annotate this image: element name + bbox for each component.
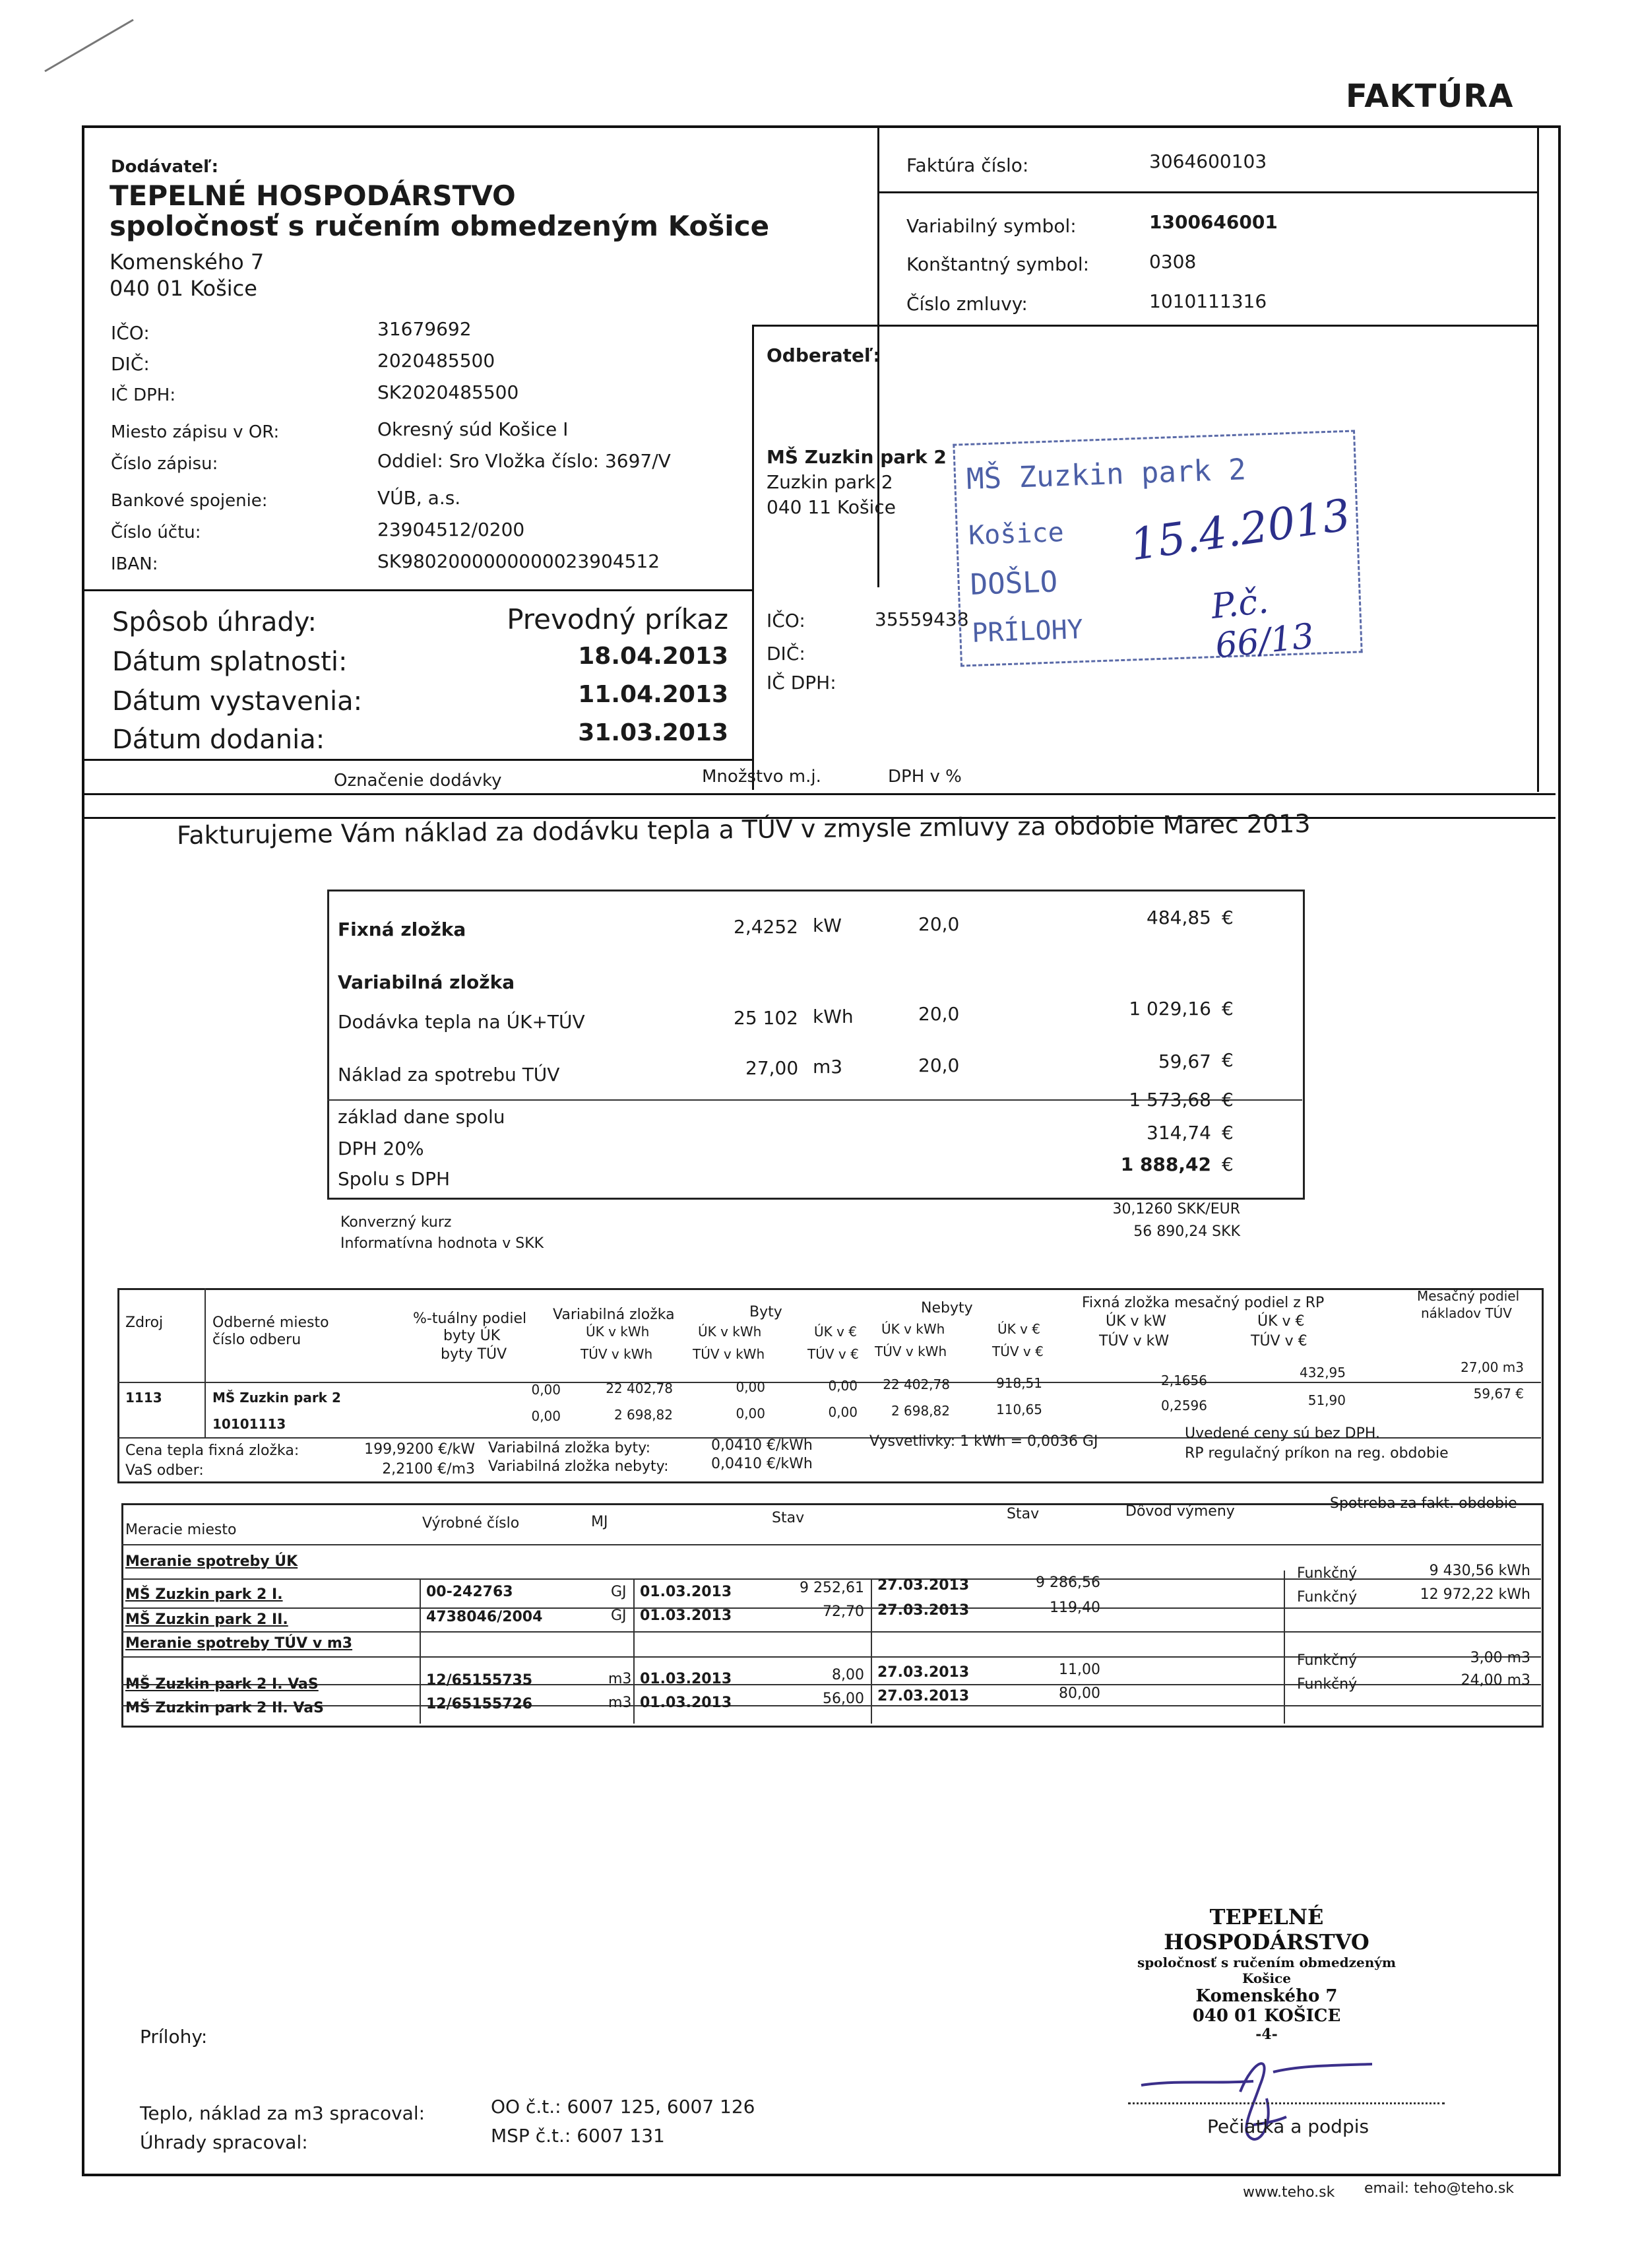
- email: email: teho@teho.sk: [1364, 2180, 1515, 2197]
- meter-row-date-end: 27.03.2013: [877, 1577, 970, 1594]
- meter-row-state-end: 9 286,56: [1036, 1574, 1100, 1591]
- payment-method-label: Spôsob úhrady:: [112, 607, 317, 637]
- meter-row-place: MŠ Zuzkin park 2 I. VaS: [125, 1676, 319, 1693]
- dist-header-source: Zdroj: [125, 1314, 164, 1331]
- currency-symbol: €: [1222, 1089, 1234, 1111]
- document-title: FAKTÚRA: [1346, 78, 1514, 115]
- variable-heading: Variabilná zložka: [338, 971, 515, 993]
- vas-label: VaS odber:: [125, 1462, 204, 1479]
- supplier-field-label: IBAN:: [111, 554, 158, 574]
- price-fixed-label: Cena tepla fixná zložka:: [125, 1442, 299, 1459]
- supplier-street: Komenského 7: [110, 249, 265, 275]
- dist-header-nonflats-eur-uk: ÚK v €: [997, 1321, 1041, 1337]
- supplier-field-label: Číslo zápisu:: [111, 454, 218, 474]
- meter-header-reason: Dôvod výmeny: [1125, 1503, 1235, 1520]
- customer-name: MŠ Zuzkin park 2: [767, 446, 947, 468]
- stamp-handwritten-ref: P.č. 66/13: [1209, 581, 1316, 666]
- meter-row-serial: 00-242763: [426, 1584, 513, 1600]
- meter-row-place: MŠ Zuzkin park 2 II.: [125, 1611, 288, 1628]
- heat-item-amount: 1 029,16: [1129, 998, 1211, 1020]
- meter-header-place: Meracie miesto: [125, 1522, 237, 1538]
- invoice-number-label: Faktúra číslo:: [906, 154, 1029, 176]
- dist-cell: 27,00 m3: [1461, 1359, 1524, 1375]
- signature-line: [1128, 2102, 1445, 2104]
- dist-header-nonflats-kwh-tuv: TÚV v kWh: [875, 1344, 947, 1359]
- supplier-account: 23904512/0200: [377, 519, 525, 540]
- dist-header-fixed-eur-uk: ÚK v €: [1257, 1313, 1305, 1330]
- dist-header-monthly: Mesačný podiel: [1417, 1288, 1520, 1304]
- meter-row-date-start: 01.03.2013: [640, 1695, 732, 1711]
- dist-header-flats-kwh-tuv: TÚV v kWh: [693, 1346, 765, 1362]
- invoice-number: 3064600103: [1149, 150, 1267, 172]
- tuv-item-unit: m3: [813, 1056, 843, 1078]
- customer-icdph-label: IČ DPH:: [767, 672, 836, 694]
- tuv-item-qty: 27,00: [745, 1057, 799, 1079]
- dist-cell: 2,1656: [1161, 1373, 1207, 1388]
- var-flats-label: Variabilná zložka byty:: [488, 1440, 651, 1456]
- stamp-line: MŠ Zuzkin park 2: [966, 453, 1247, 497]
- customer-street: Zuzkin park 2: [767, 471, 893, 493]
- dist-cell: 110,65: [996, 1402, 1042, 1417]
- meter-row-consumption: 12 972,22 kWh: [1420, 1586, 1530, 1603]
- dist-header-flats-kwh-uk: ÚK v kWh: [698, 1324, 762, 1340]
- vas-price: 2,2100 €/m3: [382, 1461, 475, 1477]
- dist-cell: 0,00: [531, 1382, 561, 1398]
- dist-header-flats: Byty: [749, 1304, 782, 1320]
- dist-cell: 0,2596: [1161, 1398, 1207, 1413]
- meter-header-serial: Výrobné číslo: [422, 1515, 520, 1532]
- currency-symbol: €: [1222, 1122, 1234, 1144]
- delivery-date-label: Dátum dodania:: [112, 725, 325, 755]
- invoice-intro: Fakturujeme Vám náklad za dodávku tepla a TÚV v zmysle zmluvy za obdobie Marec 2013: [176, 809, 1311, 850]
- var-flats-price: 0,0410 €/kWh: [711, 1437, 813, 1454]
- payments-processed-label: Úhrady spracoval:: [140, 2131, 308, 2153]
- conversion-skk-value: 56 890,24 SKK: [1133, 1223, 1240, 1240]
- col-header-quantity: Množstvo m.j.: [702, 767, 821, 787]
- dist-cell: 0,00: [736, 1406, 765, 1421]
- tuv-item-amount: 59,67: [1158, 1051, 1211, 1072]
- dist-header-nonflats-eur-tuv: TÚV v €: [992, 1344, 1044, 1359]
- issue-date-label: Dátum vystavenia:: [112, 686, 363, 717]
- vat-amount: 314,74: [1147, 1122, 1211, 1144]
- meter-row-consumption: 3,00 m3: [1470, 1650, 1530, 1666]
- dist-place-no: 10101113: [212, 1416, 286, 1432]
- supplier-bank: VÚB, a.s.: [377, 487, 461, 509]
- seal-line: spoločnosť s ručením obmedzeným Košice: [1137, 1955, 1397, 1986]
- meter-header-state-end: Stav: [1007, 1506, 1040, 1522]
- dist-header-fixed-kw-uk: ÚK v kW: [1106, 1313, 1167, 1330]
- supplier-heading: Dodávateľ:: [111, 157, 219, 177]
- meter-row-consumption: 9 430,56 kWh: [1429, 1563, 1530, 1579]
- dist-header-place: Odberné miesto: [212, 1314, 329, 1331]
- supplier-field-label: Číslo účtu:: [111, 523, 201, 542]
- dist-header-var-tuv: TÚV v kWh: [581, 1346, 653, 1362]
- vat-label: DPH 20%: [338, 1138, 424, 1159]
- issue-date: 11.04.2013: [578, 681, 728, 708]
- seal-line: Komenského 7: [1195, 1986, 1338, 2006]
- heat-item-label: Dodávka tepla na ÚK+TÚV: [338, 1011, 585, 1033]
- supplier-name-line2: spoločnosť s ručením obmedzeným Košice: [110, 210, 770, 242]
- payment-method: Prevodný príkaz: [507, 603, 728, 635]
- supplier-field-label: DIČ:: [111, 353, 150, 375]
- customer-ico: 35559438: [875, 608, 969, 630]
- dist-header-monthly-tuv: nákladov TÚV: [1421, 1305, 1512, 1321]
- meter-row-state-start: 9 252,61: [800, 1580, 864, 1596]
- meter-row-place: MŠ Zuzkin park 2 II. VaS: [125, 1700, 324, 1716]
- supplier-icdph: SK2020485500: [377, 381, 519, 403]
- due-date-label: Dátum splatnosti:: [112, 647, 348, 677]
- website: www.teho.sk: [1243, 2184, 1335, 2201]
- company-seal: [1121, 1904, 1412, 2043]
- meter-section-heating: Meranie spotreby ÚK: [125, 1553, 298, 1570]
- dist-header-fixed: Fixná zložka mesačný podiel z RP: [1082, 1295, 1325, 1311]
- heat-processed-value: OO č.t.: 6007 125, 6007 126: [491, 2096, 755, 2118]
- dist-cell: 432,95: [1300, 1365, 1346, 1380]
- meter-row-consumption: 24,00 m3: [1461, 1672, 1530, 1689]
- stamp-line: DOŠLO: [969, 565, 1059, 602]
- dist-header-share: %-tuálny podiel: [413, 1311, 527, 1327]
- var-nonflats-label: Variabilná zložka nebyty:: [488, 1458, 669, 1475]
- pen-stroke: [40, 13, 139, 79]
- total-amount: 1 888,42: [1120, 1153, 1211, 1175]
- dist-cell: 2 698,82: [891, 1403, 950, 1419]
- supplier-register-no: Oddiel: Sro Vložka číslo: 3697/V: [377, 450, 671, 472]
- meter-row-serial: 4738046/2004: [426, 1609, 543, 1625]
- dist-cell: 0,00: [828, 1378, 858, 1394]
- dist-place: MŠ Zuzkin park 2: [212, 1390, 341, 1406]
- meter-section-hot-water: Meranie spotreby TÚV v m3: [125, 1635, 353, 1652]
- supplier-register: Okresný súd Košice I: [377, 418, 569, 440]
- dist-header-nonflats-kwh-uk: ÚK v kWh: [881, 1321, 945, 1337]
- meter-row-state-start: 72,70: [823, 1604, 864, 1620]
- supplier-field-label: IČ DPH:: [111, 385, 176, 405]
- variable-symbol-label: Variabilný symbol:: [906, 215, 1077, 237]
- fixed-item-amount: 484,85: [1147, 907, 1211, 928]
- heat-item-vat: 20,0: [918, 1003, 960, 1025]
- col-header-item: Označenie dodávky: [334, 771, 502, 791]
- fixed-item-unit: kW: [813, 915, 842, 936]
- meter-row-state-end: 119,40: [1050, 1600, 1100, 1616]
- price-fixed: 199,9200 €/kW: [364, 1441, 475, 1458]
- price-note: Uvedené ceny sú bez DPH.: [1185, 1425, 1381, 1442]
- supplier-field-label: IČO:: [111, 322, 150, 344]
- stamp-line: PRÍLOHY: [971, 614, 1084, 649]
- customer-heading: Odberateľ:: [767, 344, 881, 366]
- meter-row-date-start: 01.03.2013: [640, 1607, 732, 1624]
- total-label: Spolu s DPH: [338, 1168, 451, 1190]
- meter-row-unit: GJ: [611, 1607, 627, 1624]
- delivery-date: 31.03.2013: [578, 719, 728, 746]
- currency-symbol: €: [1222, 907, 1234, 928]
- seal-line: TEPELNÉ HOSPODÁRSTVO: [1164, 1904, 1369, 1955]
- supplier-dic: 2020485500: [377, 350, 495, 372]
- customer-city: 040 11 Košice: [767, 496, 896, 518]
- meter-row-date-end: 27.03.2013: [877, 1664, 970, 1681]
- dist-header-var-uk: ÚK v kWh: [586, 1324, 650, 1340]
- heat-item-unit: kWh: [813, 1006, 854, 1027]
- conversion-rate-label: Konverzný kurz: [340, 1214, 452, 1231]
- contract-number: 1010111316: [1149, 290, 1267, 312]
- meter-row-reason: Funkčný: [1297, 1565, 1358, 1582]
- dist-source: 1113: [125, 1390, 162, 1406]
- meter-row-state-start: 8,00: [832, 1667, 864, 1683]
- meter-row-reason: Funkčný: [1297, 1652, 1358, 1669]
- meter-header-unit: MJ: [591, 1514, 608, 1530]
- dist-header-place-no: číslo odberu: [212, 1332, 301, 1348]
- meter-row-serial: 12/65155726: [426, 1696, 533, 1712]
- supplier-name: TEPELNÉ HOSPODÁRSTVO: [110, 179, 516, 212]
- var-nonflats-price: 0,0410 €/kWh: [711, 1456, 813, 1472]
- seal-signature-label: Pečiatka a podpis: [1207, 2116, 1369, 2137]
- constant-symbol: 0308: [1149, 251, 1197, 273]
- explanation: Vysvetlivky: 1 kWh = 0,0036 GJ: [869, 1433, 1098, 1450]
- tuv-item-vat: 20,0: [918, 1054, 960, 1076]
- variable-symbol: 1300646001: [1149, 211, 1278, 233]
- dist-header-fixed-kw-tuv: TÚV v kW: [1099, 1333, 1170, 1349]
- customer-dic-label: DIČ:: [767, 643, 805, 664]
- dist-cell: 51,90: [1307, 1392, 1346, 1408]
- tax-base-amount: 1 573,68: [1129, 1089, 1211, 1111]
- meter-row-date-end: 27.03.2013: [877, 1688, 970, 1704]
- seal-line: 040 01 KOŠICE: [1192, 2006, 1341, 2026]
- meter-row-date-end: 27.03.2013: [877, 1602, 970, 1619]
- meter-row-date-start: 01.03.2013: [640, 1671, 732, 1687]
- fixed-item-label: Fixná zložka: [338, 919, 466, 940]
- dist-cell: 22 402,78: [606, 1380, 673, 1396]
- dist-cell: 22 402,78: [883, 1377, 950, 1392]
- heat-processed-label: Teplo, náklad za m3 spracoval:: [140, 2102, 425, 2124]
- meter-row-unit: GJ: [611, 1584, 627, 1600]
- due-date: 18.04.2013: [578, 643, 728, 670]
- currency-symbol: €: [1222, 1049, 1234, 1071]
- dist-header-share-tuv: byty TÚV: [441, 1346, 507, 1363]
- meter-row-serial: 12/65155735: [426, 1672, 533, 1689]
- meter-row-reason: Funkčný: [1297, 1676, 1358, 1693]
- supplier-ico: 31679692: [377, 318, 472, 340]
- meter-header-consumption: Spotreba za fakt. obdobie: [1330, 1495, 1517, 1512]
- meter-row-date-start: 01.03.2013: [640, 1584, 732, 1600]
- seal-line: -4-: [1255, 2026, 1278, 2043]
- dist-cell: 918,51: [996, 1375, 1042, 1391]
- dist-cell: 2 698,82: [614, 1407, 673, 1423]
- received-stamp: [953, 430, 1362, 666]
- stamp-handwritten-date: 15.4.2013: [1127, 489, 1354, 571]
- col-header-vat: DPH v %: [888, 767, 962, 787]
- stamp-line: Košice: [968, 517, 1065, 551]
- meter-header-state-start: Stav: [772, 1510, 805, 1526]
- meter-row-place: MŠ Zuzkin park 2 I.: [125, 1586, 283, 1603]
- dist-cell: 0,00: [531, 1408, 561, 1424]
- meter-row-unit: m3: [608, 1671, 632, 1687]
- meter-row-reason: Funkčný: [1297, 1589, 1358, 1605]
- attachments-label: Prílohy:: [140, 2026, 208, 2048]
- dist-header-nonflats: Nebyty: [921, 1300, 973, 1316]
- dist-header-variable: Variabilná zložka: [553, 1307, 675, 1323]
- constant-symbol-label: Konštantný symbol:: [906, 253, 1090, 275]
- contract-number-label: Číslo zmluvy:: [906, 293, 1028, 315]
- customer-ico-label: IČO:: [767, 610, 805, 632]
- dist-header-share-uk: byty ÚK: [443, 1328, 501, 1344]
- dist-cell: 59,67 €: [1473, 1386, 1524, 1402]
- meter-row-unit: m3: [608, 1695, 632, 1711]
- conversion-rate: 30,1260 SKK/EUR: [1112, 1201, 1240, 1217]
- dist-header-flats-eur-uk: ÚK v €: [814, 1324, 858, 1340]
- dist-header-fixed-eur-tuv: TÚV v €: [1251, 1333, 1307, 1349]
- dist-cell: 0,00: [736, 1379, 765, 1395]
- dist-cell: 0,00: [828, 1404, 858, 1420]
- conversion-info-label: Informatívna hodnota v SKK: [340, 1235, 544, 1252]
- dist-header-flats-eur-tuv: TÚV v €: [807, 1346, 859, 1362]
- supplier-city: 040 01 Košice: [110, 276, 257, 301]
- currency-symbol: €: [1222, 998, 1234, 1020]
- tax-base-label: základ dane spolu: [338, 1106, 505, 1128]
- currency-symbol: €: [1222, 1153, 1234, 1175]
- payments-processed-value: MSP č.t.: 6007 131: [491, 2125, 665, 2147]
- fixed-item-qty: 2,4252: [734, 916, 798, 938]
- tuv-item-label: Náklad za spotrebu TÚV: [338, 1064, 560, 1085]
- meter-row-state-start: 56,00: [823, 1691, 864, 1707]
- fixed-item-vat: 20,0: [918, 913, 960, 935]
- heat-item-qty: 25 102: [734, 1007, 798, 1029]
- supplier-field-label: Bankové spojenie:: [111, 491, 268, 511]
- meter-row-state-end: 11,00: [1059, 1662, 1100, 1678]
- meter-row-state-end: 80,00: [1059, 1685, 1100, 1702]
- supplier-field-label: Miesto zápisu v OR:: [111, 422, 280, 442]
- rp-note: RP regulačný príkon na reg. obdobie: [1185, 1445, 1449, 1462]
- supplier-iban: SK9802000000000023904512: [377, 550, 660, 572]
